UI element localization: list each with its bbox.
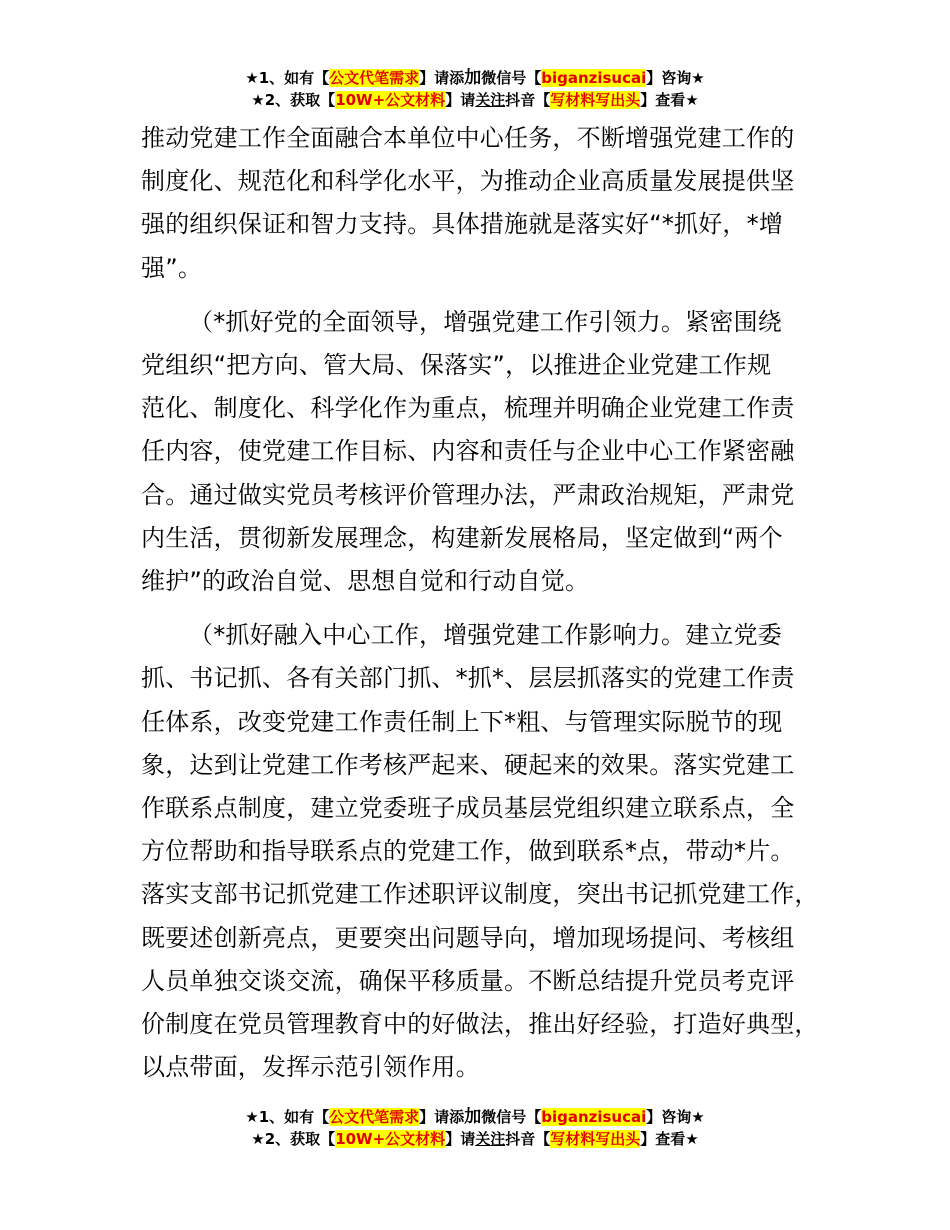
promo-text: 】请 (445, 1130, 476, 1148)
text-line: （*抓好融入中心工作，增强党建工作影响力。建立党委 (189, 621, 782, 650)
promo-highlight-materials: 10W+公文材料 (335, 1130, 446, 1148)
promo-line-2 (0, 89, 950, 111)
text-line: 合。通过做实党员考核评价管理办法，严肃政治规矩，严肃党 (141, 480, 795, 509)
promo-text-underlined: 关注 (475, 1130, 506, 1148)
promo-text: 微信号【 (481, 69, 542, 87)
header-promo-banner (0, 67, 950, 111)
text-line: 维护”的政治自觉、思想自觉和行动自觉。 (141, 567, 590, 596)
text-line: 范化、制度化、科学化作为重点，梳理并明确企业党建工作责 (141, 394, 795, 423)
promo-text: ★1、如有【 (245, 1108, 330, 1126)
promo-text: 】请添 (419, 1108, 465, 1126)
paragraph-3 (141, 614, 836, 1089)
promo-highlight-douyin: 写材料写出头 (550, 91, 641, 109)
promo-text: 抖音【 (505, 91, 551, 109)
promo-text: 】查看★ (640, 91, 699, 109)
promo-line-1 (0, 67, 950, 89)
promo-highlight-douyin: 写材料写出头 (550, 1130, 641, 1148)
text-line: （*抓好党的全面领导，增强党建工作引领力。紧密围绕 (189, 307, 782, 336)
promo-text: 】查看★ (640, 1130, 699, 1148)
paragraph-1 (141, 117, 836, 290)
text-line: 任体系，改变党建工作责任制上下*粗、与管理实际脱节的现 (141, 707, 783, 736)
text-line: 内生活，贯彻新发展理念，构建新发展格局，坚定做到“两个 (141, 523, 783, 552)
text-line: 人员单独交谈交流，确保平移质量。不断总结提升党员考克评 (141, 966, 795, 995)
promo-text: ★1、如有【 (245, 69, 330, 87)
text-line: 强”。 (141, 253, 203, 282)
text-line: 以点带面，发挥示范引领作用。 (141, 1053, 480, 1082)
text-line: 党组织“把方向、管大局、保落实”，以推进企业党建工作规 (141, 351, 772, 380)
promo-text: 】请 (445, 91, 476, 109)
promo-line-2 (0, 1128, 950, 1150)
promo-text: 加 (464, 1107, 482, 1127)
footer-promo-banner (0, 1106, 950, 1150)
text-line: 既要述创新亮点，更要突出问题导向，增加现场提问、考核组 (141, 923, 795, 952)
promo-highlight-service: 公文代笔需求 (329, 1108, 420, 1126)
promo-text: 微信号【 (481, 1108, 542, 1126)
text-line: 制度化、规范化和科学化水平，为推动企业高质量发展提供坚 (141, 167, 795, 196)
promo-text-underlined: 关注 (475, 91, 506, 109)
promo-text: ★2、获取【 (251, 1130, 336, 1148)
promo-text: 加 (464, 68, 482, 88)
paragraph-2 (141, 301, 836, 603)
promo-highlight-wechat-id: biganzisucai (541, 1108, 647, 1126)
text-line: 方位帮助和指导联系点的党建工作，做到联系*点，带动*片。 (141, 837, 795, 866)
text-line: 任内容，使党建工作目标、内容和责任与企业中心工作紧密融 (141, 437, 795, 466)
text-line: 价制度在党员管理教育中的好做法，推出好经验，打造好典型， (141, 1010, 819, 1039)
text-line: 抓、书记抓、各有关部门抓、*抓*、层层抓落实的党建工作责 (141, 664, 795, 693)
promo-text: 】请添 (419, 69, 465, 87)
promo-highlight-wechat-id: biganzisucai (541, 69, 647, 87)
promo-text: ★2、获取【 (251, 91, 336, 109)
text-line: 强的组织保证和智力支持。具体措施就是落实好“*抓好，*增 (141, 210, 784, 239)
promo-line-1 (0, 1106, 950, 1128)
promo-text: 】咨询★ (646, 69, 705, 87)
text-line: 推动党建工作全面融合本单位中心任务，不断增强党建工作的 (141, 124, 795, 152)
document-body (141, 117, 836, 1089)
promo-text: 抖音【 (505, 1130, 551, 1148)
promo-highlight-materials: 10W+公文材料 (335, 91, 446, 109)
promo-highlight-service: 公文代笔需求 (329, 69, 420, 87)
text-line: 作联系点制度，建立党委班子成员基层党组织建立联系点，全 (141, 794, 795, 823)
text-line: 象，达到让党建工作考核严起来、硬起来的效果。落实党建工 (141, 750, 795, 779)
text-line: 落实支部书记抓党建工作述职评议制度，突出书记抓党建工作， (141, 880, 819, 909)
promo-text: 】咨询★ (646, 1108, 705, 1126)
